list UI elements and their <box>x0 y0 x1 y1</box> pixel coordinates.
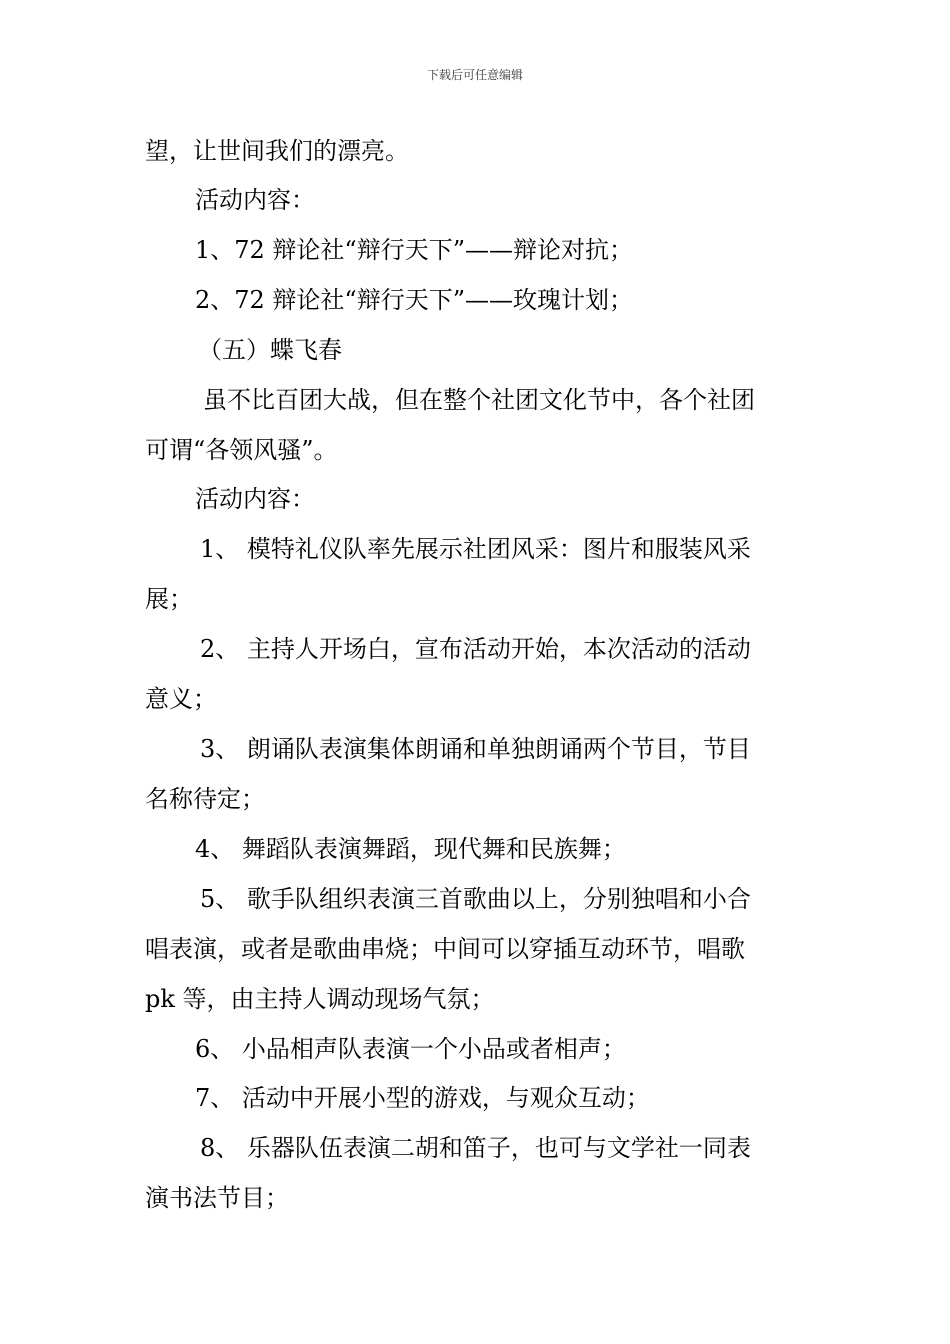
text-line: 可谓“各领风骚”。 <box>145 436 338 464</box>
text-line: pk 等，由主持人调动现场气氛； <box>145 985 495 1013</box>
list-item: 8、 乐器队伍表演二胡和笛子，也可与文学社一同表 <box>200 1134 751 1162</box>
list-item: 2、72 辩论社“辩行天下”——玫瑰计划； <box>195 286 633 314</box>
list-item: 6、 小品相声队表演一个小品或者相声； <box>195 1035 626 1063</box>
text-line: 意义； <box>145 685 217 713</box>
list-item: 2、 主持人开场白，宣布活动开始，本次活动的活动 <box>200 635 751 663</box>
section-heading: 活动内容： <box>195 485 315 513</box>
text-line: 虽不比百团大战，但在整个社团文化节中，各个社团 <box>203 386 755 414</box>
page-header: 下载后可任意编辑 <box>426 68 523 82</box>
list-item: 7、 活动中开展小型的游戏，与观众互动； <box>195 1084 650 1112</box>
text-line: 望，让世间我们的漂亮。 <box>145 137 409 165</box>
section-title: （五）蝶飞春 <box>198 336 342 364</box>
list-item: 3、 朗诵队表演集体朗诵和单独朗诵两个节目，节目 <box>200 735 751 763</box>
text-line: 展； <box>145 585 193 613</box>
text-line: 唱表演，或者是歌曲串烧；中间可以穿插互动环节，唱歌 <box>145 935 745 963</box>
list-item: 5、 歌手队组织表演三首歌曲以上，分别独唱和小合 <box>200 885 751 913</box>
list-item: 1、72 辩论社“辩行天下”——辩论对抗； <box>195 236 633 264</box>
text-line: 演书法节目； <box>145 1184 289 1212</box>
section-heading: 活动内容： <box>195 186 315 214</box>
text-line: 名称待定； <box>145 785 265 813</box>
list-item: 1、 模特礼仪队率先展示社团风采：图片和服装风采 <box>200 535 751 563</box>
list-item: 4、 舞蹈队表演舞蹈，现代舞和民族舞； <box>195 835 626 863</box>
